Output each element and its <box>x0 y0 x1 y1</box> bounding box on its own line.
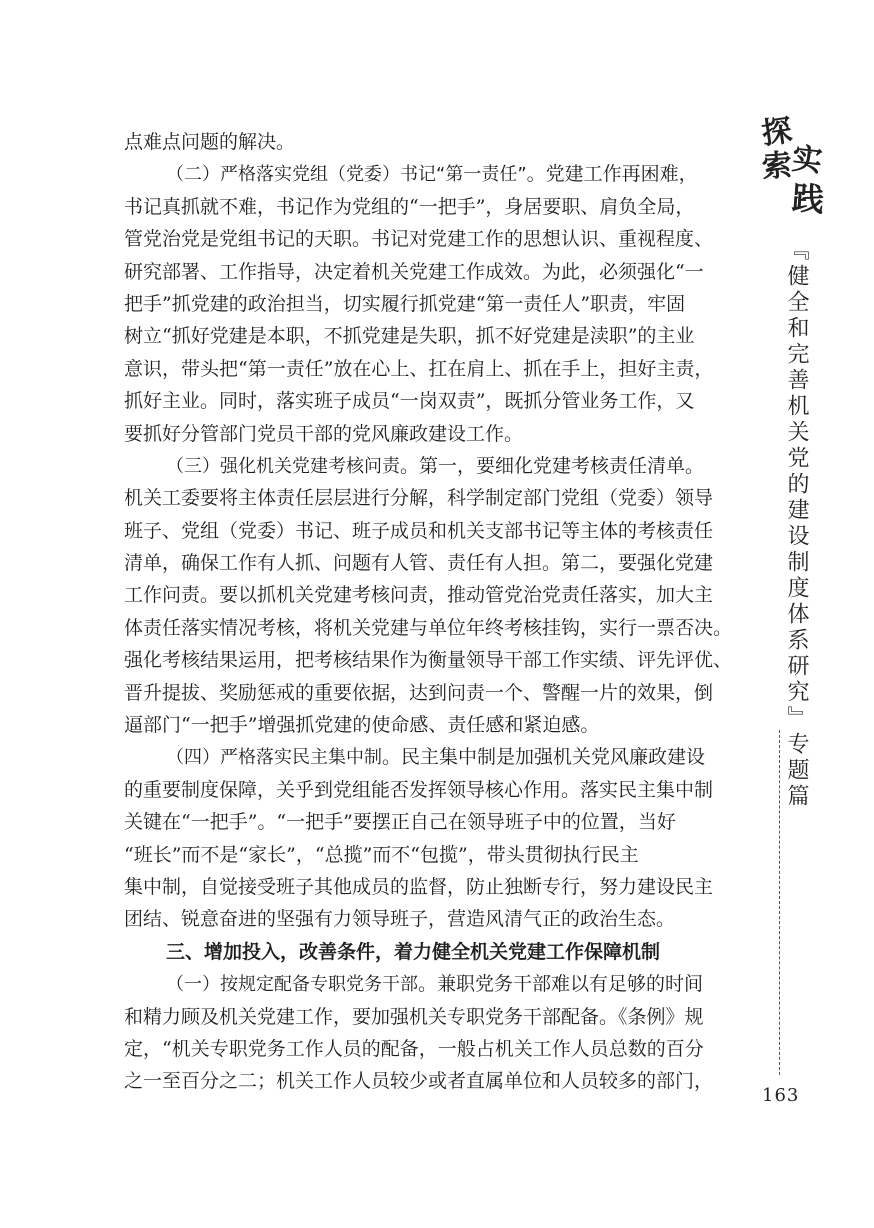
text-run: 定，“机关专职党务工作人员的配备，一般占机关工作人员总数的百分 <box>124 1037 704 1060</box>
text-run: 逼部门“一把手”增强抓党建的使命感、责任感和紧迫感。 <box>124 714 600 737</box>
text-line <box>124 126 750 158</box>
text-run: 研究部署、工作指导，决定着机关党建工作成效。为此，必须强化“一 <box>124 260 704 283</box>
text-line <box>124 191 750 223</box>
text-line <box>124 256 750 288</box>
text-run: 的重要制度保障，关乎到党组能否发挥领导核心作用。落实民主集中制 <box>124 778 714 801</box>
text-run: 把手”抓党建的政治担当，切实履行抓党建“第一责任人”职责，牢固 <box>124 292 686 315</box>
text-run: “班长”而不是“家长”，“总揽”而不“包揽”，带头贯彻执行民主 <box>124 843 639 866</box>
subheading-run: （二）严格落实党组（党委）书记“第一责任” <box>166 164 527 186</box>
text-run: 体责任落实情况考核，将机关党建与单位年终考核挂钩，实行一票否决。 <box>124 616 733 639</box>
subheading-run: （四）严格落实民主集中制 <box>166 747 382 769</box>
text-run: 集中制，自觉接受班子其他成员的监督，防止独断专行，努力建设民主 <box>124 875 714 898</box>
text-line <box>124 936 750 968</box>
subheading-run: （三）强化机关党建考核问责 <box>166 455 400 477</box>
series-logo <box>759 113 832 228</box>
text-line <box>124 968 750 1000</box>
page-number: 163 <box>762 1085 800 1106</box>
logo-char: 索 <box>760 147 794 186</box>
text-run: 。第一，要细化党建考核责任清单。 <box>400 454 705 477</box>
text-line <box>124 871 750 903</box>
text-run: 和精力顾及机关党建工作，要加强机关专职党务干部配备。《条例》规 <box>124 1005 704 1028</box>
section-heading: 三、增加投入，改善条件，着力健全机关党建工作保障机制 <box>166 940 661 963</box>
text-line <box>124 741 750 773</box>
text-line <box>124 353 750 385</box>
text-line <box>124 515 750 547</box>
logo-char: 践 <box>790 178 826 220</box>
text-run: 清单，确保工作有人抓、问题有人管、责任有人担。第二，要强化党建 <box>124 552 714 575</box>
text-line <box>124 158 750 190</box>
text-line <box>124 1033 750 1065</box>
text-run: 机关工委要将主体责任层层进行分解，科学制定部门党组（党委）领导 <box>124 487 714 510</box>
side-divider <box>779 730 780 1075</box>
text-run: 团结、锐意奋进的坚强有力领导班子，营造风清气正的政治生态。 <box>124 908 676 931</box>
subheading-run: （一）按规定配备专职党务干部 <box>166 974 418 996</box>
text-run: 。兼职党务干部难以有足够的时间 <box>418 973 704 996</box>
body-text <box>124 126 750 1098</box>
text-line <box>124 1001 750 1033</box>
text-line <box>124 482 750 514</box>
text-run: 抓好主业。同时，落实班子成员“一岗双责”，既抓分管业务工作，又 <box>124 390 695 413</box>
logo-char: 实 <box>790 141 824 180</box>
text-line <box>124 806 750 838</box>
text-line <box>124 320 750 352</box>
text-run: 班子、党组（党委）书记、班子成员和机关支部书记等主体的考核责任 <box>124 519 714 542</box>
text-line <box>124 644 750 676</box>
text-line <box>124 418 750 450</box>
side-running-title: 『健全和完善机关党的建设制度体系研究』专题篇 <box>784 238 809 810</box>
text-line <box>124 288 750 320</box>
text-line <box>124 223 750 255</box>
text-line <box>124 709 750 741</box>
text-run: 意识，带头把“第一责任”放在心上、扛在肩上、抓在手上，担好主责， <box>124 357 714 380</box>
text-line <box>124 612 750 644</box>
text-run: 树立“抓好党建是本职，不抓党建是失职，抓不好党建是渎职”的主业 <box>124 325 695 348</box>
text-line <box>124 1065 750 1097</box>
text-line <box>124 450 750 482</box>
text-line <box>124 677 750 709</box>
text-run: 工作问责。要以抓机关党建考核问责，推动管党治党责任落实，加大主 <box>124 584 714 607</box>
text-run: 书记真抓就不难，书记作为党组的“一把手”，身居要职、肩负全局， <box>124 195 695 218</box>
text-run: 关键在“一把手”。“一把手”要摆正自己在领导班子中的位置，当好 <box>124 811 676 834</box>
text-run: 要抓好分管部门党员干部的党风廉政建设工作。 <box>124 422 524 445</box>
text-line <box>124 547 750 579</box>
text-line <box>124 839 750 871</box>
text-run: 晋升提拔、奖励惩戒的重要依据，达到问责一个、警醒一片的效果，倒 <box>124 681 714 704</box>
text-line <box>124 774 750 806</box>
text-run: 。民主集中制是加强机关党风廉政建设 <box>382 746 706 769</box>
text-run: 。党建工作再困难， <box>526 163 698 186</box>
text-run: 强化考核结果运用，把考核结果作为衡量领导干部工作实绩、评先评优、 <box>124 649 733 672</box>
text-line <box>124 579 750 611</box>
text-line <box>124 903 750 935</box>
text-run: 管党治党是党组书记的天职。书记对党建工作的思想认识、重视程度、 <box>124 228 714 251</box>
logo-char: 探 <box>759 113 795 152</box>
text-line <box>124 385 750 417</box>
text-run: 之一至百分之二；机关工作人员较少或者直属单位和人员较多的部门， <box>124 1070 714 1093</box>
text-run: 点难点问题的解决。 <box>124 131 296 153</box>
